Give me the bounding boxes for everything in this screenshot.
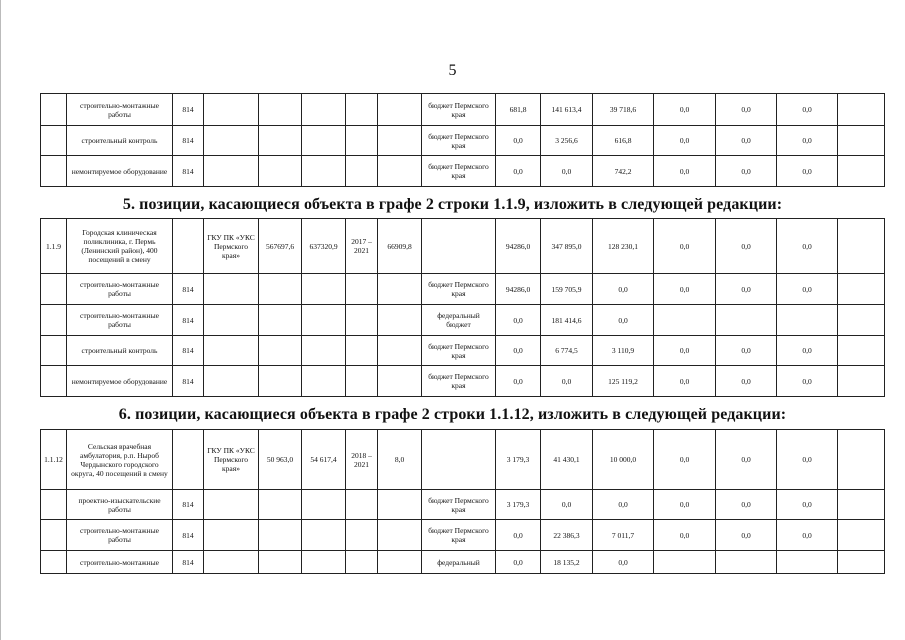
cell-name: Сельская врачебная амбулатория, р.п. Ныроб Чердынского городского округа, 40 посещений в смену bbox=[67, 430, 173, 490]
cell-cost-a bbox=[259, 94, 302, 126]
cell-y2019: 0,0 bbox=[541, 156, 593, 187]
cell-capacity bbox=[378, 305, 422, 336]
cell-y2023: 0,0 bbox=[777, 219, 838, 274]
cell-y2022: 0,0 bbox=[716, 520, 777, 551]
cell-cost-a bbox=[259, 520, 302, 551]
cell-code: 814 bbox=[173, 551, 204, 574]
cell-name: Городская клиническая поликлиника, г. Пермь (Ленинский район), 400 посещений в смену bbox=[67, 219, 173, 274]
cell-years bbox=[346, 336, 378, 366]
cell-num bbox=[41, 274, 67, 305]
cell-y2023: 0,0 bbox=[777, 366, 838, 397]
cell-y2020: 742,2 bbox=[593, 156, 654, 187]
cell-code: 814 bbox=[173, 336, 204, 366]
cell-name: строительно-монтажные работы bbox=[67, 94, 173, 126]
cell-cost-a bbox=[259, 490, 302, 520]
cell-extra bbox=[838, 156, 885, 187]
cell-executor bbox=[204, 274, 259, 305]
cell-y2019: 347 895,0 bbox=[541, 219, 593, 274]
cell-cost-a bbox=[259, 366, 302, 397]
cell-cost-a bbox=[259, 156, 302, 187]
cell-capacity: 66909,8 bbox=[378, 219, 422, 274]
cell-cost-b bbox=[302, 94, 346, 126]
cell-years bbox=[346, 490, 378, 520]
cell-y2022: 0,0 bbox=[716, 366, 777, 397]
table-row bbox=[41, 520, 885, 551]
cell-source: федеральный бюджет bbox=[422, 305, 496, 336]
cell-num: 1.1.12 bbox=[41, 430, 67, 490]
cell-cost-a: 567697,6 bbox=[259, 219, 302, 274]
cell-y2021: 0,0 bbox=[654, 126, 716, 156]
cell-y2021: 0,0 bbox=[654, 520, 716, 551]
cell-code: 814 bbox=[173, 490, 204, 520]
cell-y2021: 0,0 bbox=[654, 274, 716, 305]
table-row bbox=[41, 430, 885, 490]
cell-y2018: 0,0 bbox=[496, 551, 541, 574]
cell-extra bbox=[838, 219, 885, 274]
cell-num bbox=[41, 336, 67, 366]
cell-y2021: 0,0 bbox=[654, 366, 716, 397]
cell-cost-a bbox=[259, 551, 302, 574]
cell-source: бюджет Пермского края bbox=[422, 94, 496, 126]
cell-name: немонтируемое оборудование bbox=[67, 366, 173, 397]
cell-cost-b bbox=[302, 490, 346, 520]
cell-extra bbox=[838, 551, 885, 574]
table-row bbox=[41, 126, 885, 156]
cell-years bbox=[346, 274, 378, 305]
cell-source: бюджет Пермского края bbox=[422, 156, 496, 187]
cell-extra bbox=[838, 366, 885, 397]
cell-y2021: 0,0 bbox=[654, 219, 716, 274]
table-row bbox=[41, 366, 885, 397]
cell-capacity bbox=[378, 551, 422, 574]
cell-num bbox=[41, 156, 67, 187]
cell-y2021 bbox=[654, 551, 716, 574]
cell-name: строительно-монтажные bbox=[67, 551, 173, 574]
cell-y2022: 0,0 bbox=[716, 94, 777, 126]
cell-y2020: 616,8 bbox=[593, 126, 654, 156]
table-row bbox=[41, 156, 885, 187]
cell-source: бюджет Пермского края bbox=[422, 274, 496, 305]
cell-y2019: 41 430,1 bbox=[541, 430, 593, 490]
cell-y2023: 0,0 bbox=[777, 336, 838, 366]
cell-cost-b bbox=[302, 274, 346, 305]
cell-y2023: 0,0 bbox=[777, 490, 838, 520]
cell-y2020: 125 119,2 bbox=[593, 366, 654, 397]
cell-y2020: 0,0 bbox=[593, 551, 654, 574]
cell-source: бюджет Пермского края bbox=[422, 366, 496, 397]
cell-num bbox=[41, 551, 67, 574]
cell-capacity bbox=[378, 520, 422, 551]
cell-name: строительно-монтажные работы bbox=[67, 305, 173, 336]
cell-cost-b bbox=[302, 156, 346, 187]
scan-edge-mark bbox=[0, 0, 1, 640]
table-object-1-1-12 bbox=[40, 429, 885, 574]
cell-years bbox=[346, 126, 378, 156]
cell-cost-b bbox=[302, 336, 346, 366]
cell-executor bbox=[204, 520, 259, 551]
cell-y2019: 22 386,3 bbox=[541, 520, 593, 551]
cell-num: 1.1.9 bbox=[41, 219, 67, 274]
cell-years bbox=[346, 366, 378, 397]
cell-executor bbox=[204, 551, 259, 574]
cell-code: 814 bbox=[173, 305, 204, 336]
cell-y2019: 141 613,4 bbox=[541, 94, 593, 126]
cell-y2023: 0,0 bbox=[777, 430, 838, 490]
table-row bbox=[41, 336, 885, 366]
table-row bbox=[41, 274, 885, 305]
cell-y2022: 0,0 bbox=[716, 274, 777, 305]
cell-num bbox=[41, 490, 67, 520]
cell-executor: ГКУ ПК «УКС Пермского края» bbox=[204, 430, 259, 490]
cell-y2018: 0,0 bbox=[496, 366, 541, 397]
cell-years bbox=[346, 520, 378, 551]
cell-extra bbox=[838, 430, 885, 490]
cell-executor bbox=[204, 156, 259, 187]
cell-extra bbox=[838, 305, 885, 336]
cell-cost-a bbox=[259, 126, 302, 156]
cell-y2019: 0,0 bbox=[541, 490, 593, 520]
cell-code: 814 bbox=[173, 156, 204, 187]
table-row bbox=[41, 551, 885, 574]
cell-code: 814 bbox=[173, 366, 204, 397]
cell-num bbox=[41, 305, 67, 336]
cell-y2022: 0,0 bbox=[716, 219, 777, 274]
cell-y2023: 0,0 bbox=[777, 126, 838, 156]
cell-cost-b bbox=[302, 305, 346, 336]
cell-name: строительно-монтажные работы bbox=[67, 520, 173, 551]
cell-y2021: 0,0 bbox=[654, 490, 716, 520]
cell-executor: ГКУ ПК «УКС Пермского края» bbox=[204, 219, 259, 274]
cell-y2019: 3 256,6 bbox=[541, 126, 593, 156]
cell-name: проектно-изыскательские работы bbox=[67, 490, 173, 520]
cell-y2018: 0,0 bbox=[496, 336, 541, 366]
cell-y2021: 0,0 bbox=[654, 156, 716, 187]
cell-y2019: 6 774,5 bbox=[541, 336, 593, 366]
cell-code: 814 bbox=[173, 126, 204, 156]
cell-years bbox=[346, 156, 378, 187]
cell-y2023: 0,0 bbox=[777, 520, 838, 551]
cell-y2022: 0,0 bbox=[716, 156, 777, 187]
cell-code: 814 bbox=[173, 274, 204, 305]
cell-source: бюджет Пермского края bbox=[422, 490, 496, 520]
cell-num bbox=[41, 126, 67, 156]
cell-code: 814 bbox=[173, 520, 204, 551]
cell-capacity bbox=[378, 490, 422, 520]
cell-years: 2018 – 2021 bbox=[346, 430, 378, 490]
cell-num bbox=[41, 520, 67, 551]
cell-y2020: 39 718,6 bbox=[593, 94, 654, 126]
cell-y2023: 0,0 bbox=[777, 94, 838, 126]
cell-y2018: 94286,0 bbox=[496, 219, 541, 274]
cell-source bbox=[422, 430, 496, 490]
cell-cost-b bbox=[302, 551, 346, 574]
cell-name: строительно-монтажные работы bbox=[67, 274, 173, 305]
cell-y2021: 0,0 bbox=[654, 430, 716, 490]
cell-code bbox=[173, 219, 204, 274]
cell-executor bbox=[204, 126, 259, 156]
cell-y2020: 0,0 bbox=[593, 274, 654, 305]
cell-cost-b bbox=[302, 126, 346, 156]
cell-name: немонтируемое оборудование bbox=[67, 156, 173, 187]
cell-y2021: 0,0 bbox=[654, 94, 716, 126]
cell-source: бюджет Пермского края bbox=[422, 126, 496, 156]
cell-y2018: 0,0 bbox=[496, 126, 541, 156]
cell-y2019: 159 705,9 bbox=[541, 274, 593, 305]
cell-years: 2017 – 2021 bbox=[346, 219, 378, 274]
cell-cost-a bbox=[259, 274, 302, 305]
cell-source: федеральный bbox=[422, 551, 496, 574]
cell-capacity bbox=[378, 126, 422, 156]
cell-extra bbox=[838, 94, 885, 126]
cell-y2019: 181 414,6 bbox=[541, 305, 593, 336]
cell-executor bbox=[204, 366, 259, 397]
cell-capacity bbox=[378, 274, 422, 305]
cell-cost-b: 54 617,4 bbox=[302, 430, 346, 490]
cell-y2019: 18 135,2 bbox=[541, 551, 593, 574]
cell-y2018: 3 179,3 bbox=[496, 430, 541, 490]
cell-capacity bbox=[378, 156, 422, 187]
cell-executor bbox=[204, 490, 259, 520]
cell-capacity bbox=[378, 366, 422, 397]
cell-y2020: 128 230,1 bbox=[593, 219, 654, 274]
cell-y2022: 0,0 bbox=[716, 336, 777, 366]
cell-name: строительный контроль bbox=[67, 336, 173, 366]
cell-y2022: 0,0 bbox=[716, 490, 777, 520]
cell-y2022: 0,0 bbox=[716, 430, 777, 490]
cell-source bbox=[422, 219, 496, 274]
cell-y2021 bbox=[654, 305, 716, 336]
cell-y2018: 0,0 bbox=[496, 305, 541, 336]
cell-years bbox=[346, 305, 378, 336]
cell-years bbox=[346, 94, 378, 126]
cell-extra bbox=[838, 490, 885, 520]
cell-y2022 bbox=[716, 305, 777, 336]
cell-cost-b: 637320,9 bbox=[302, 219, 346, 274]
cell-executor bbox=[204, 336, 259, 366]
cell-y2020: 0,0 bbox=[593, 490, 654, 520]
table-row bbox=[41, 219, 885, 274]
cell-name: строительный контроль bbox=[67, 126, 173, 156]
section6-heading: 6. позиции, касающиеся объекта в графе 2 строки 1.1.12, изложить в следующей редакции: bbox=[118, 406, 787, 423]
cell-y2019: 0,0 bbox=[541, 366, 593, 397]
cell-y2023 bbox=[777, 305, 838, 336]
section5-heading: 5. позиции, касающиеся объекта в графе 2 строки 1.1.9, изложить в следующей редакции: bbox=[122, 196, 783, 213]
cell-y2023: 0,0 bbox=[777, 274, 838, 305]
cell-y2018: 0,0 bbox=[496, 156, 541, 187]
cell-code: 814 bbox=[173, 94, 204, 126]
table-row bbox=[41, 94, 885, 126]
cell-cost-a: 50 963,0 bbox=[259, 430, 302, 490]
table-row bbox=[41, 305, 885, 336]
cell-source: бюджет Пермского края bbox=[422, 520, 496, 551]
cell-capacity: 8,0 bbox=[378, 430, 422, 490]
cell-y2020: 0,0 bbox=[593, 305, 654, 336]
cell-cost-a bbox=[259, 305, 302, 336]
cell-y2018: 3 179,3 bbox=[496, 490, 541, 520]
cell-executor bbox=[204, 305, 259, 336]
cell-y2020: 7 011,7 bbox=[593, 520, 654, 551]
cell-y2018: 0,0 bbox=[496, 520, 541, 551]
cell-extra bbox=[838, 274, 885, 305]
table-object-1-1-9 bbox=[40, 218, 885, 397]
cell-y2023: 0,0 bbox=[777, 156, 838, 187]
cell-code bbox=[173, 430, 204, 490]
cell-source: бюджет Пермского края bbox=[422, 336, 496, 366]
cell-extra bbox=[838, 520, 885, 551]
cell-capacity bbox=[378, 94, 422, 126]
table-top-continuation bbox=[40, 93, 885, 187]
cell-num bbox=[41, 366, 67, 397]
table-row bbox=[41, 490, 885, 520]
cell-y2020: 3 110,9 bbox=[593, 336, 654, 366]
cell-y2018: 681,8 bbox=[496, 94, 541, 126]
cell-y2018: 94286,0 bbox=[496, 274, 541, 305]
cell-cost-a bbox=[259, 336, 302, 366]
cell-y2020: 10 000,0 bbox=[593, 430, 654, 490]
cell-y2022: 0,0 bbox=[716, 126, 777, 156]
cell-executor bbox=[204, 94, 259, 126]
cell-y2021: 0,0 bbox=[654, 336, 716, 366]
cell-cost-b bbox=[302, 520, 346, 551]
cell-cost-b bbox=[302, 366, 346, 397]
cell-y2023 bbox=[777, 551, 838, 574]
cell-years bbox=[346, 551, 378, 574]
cell-capacity bbox=[378, 336, 422, 366]
cell-y2022 bbox=[716, 551, 777, 574]
cell-num bbox=[41, 94, 67, 126]
cell-extra bbox=[838, 126, 885, 156]
cell-extra bbox=[838, 336, 885, 366]
page-number: 5 bbox=[448, 62, 457, 79]
